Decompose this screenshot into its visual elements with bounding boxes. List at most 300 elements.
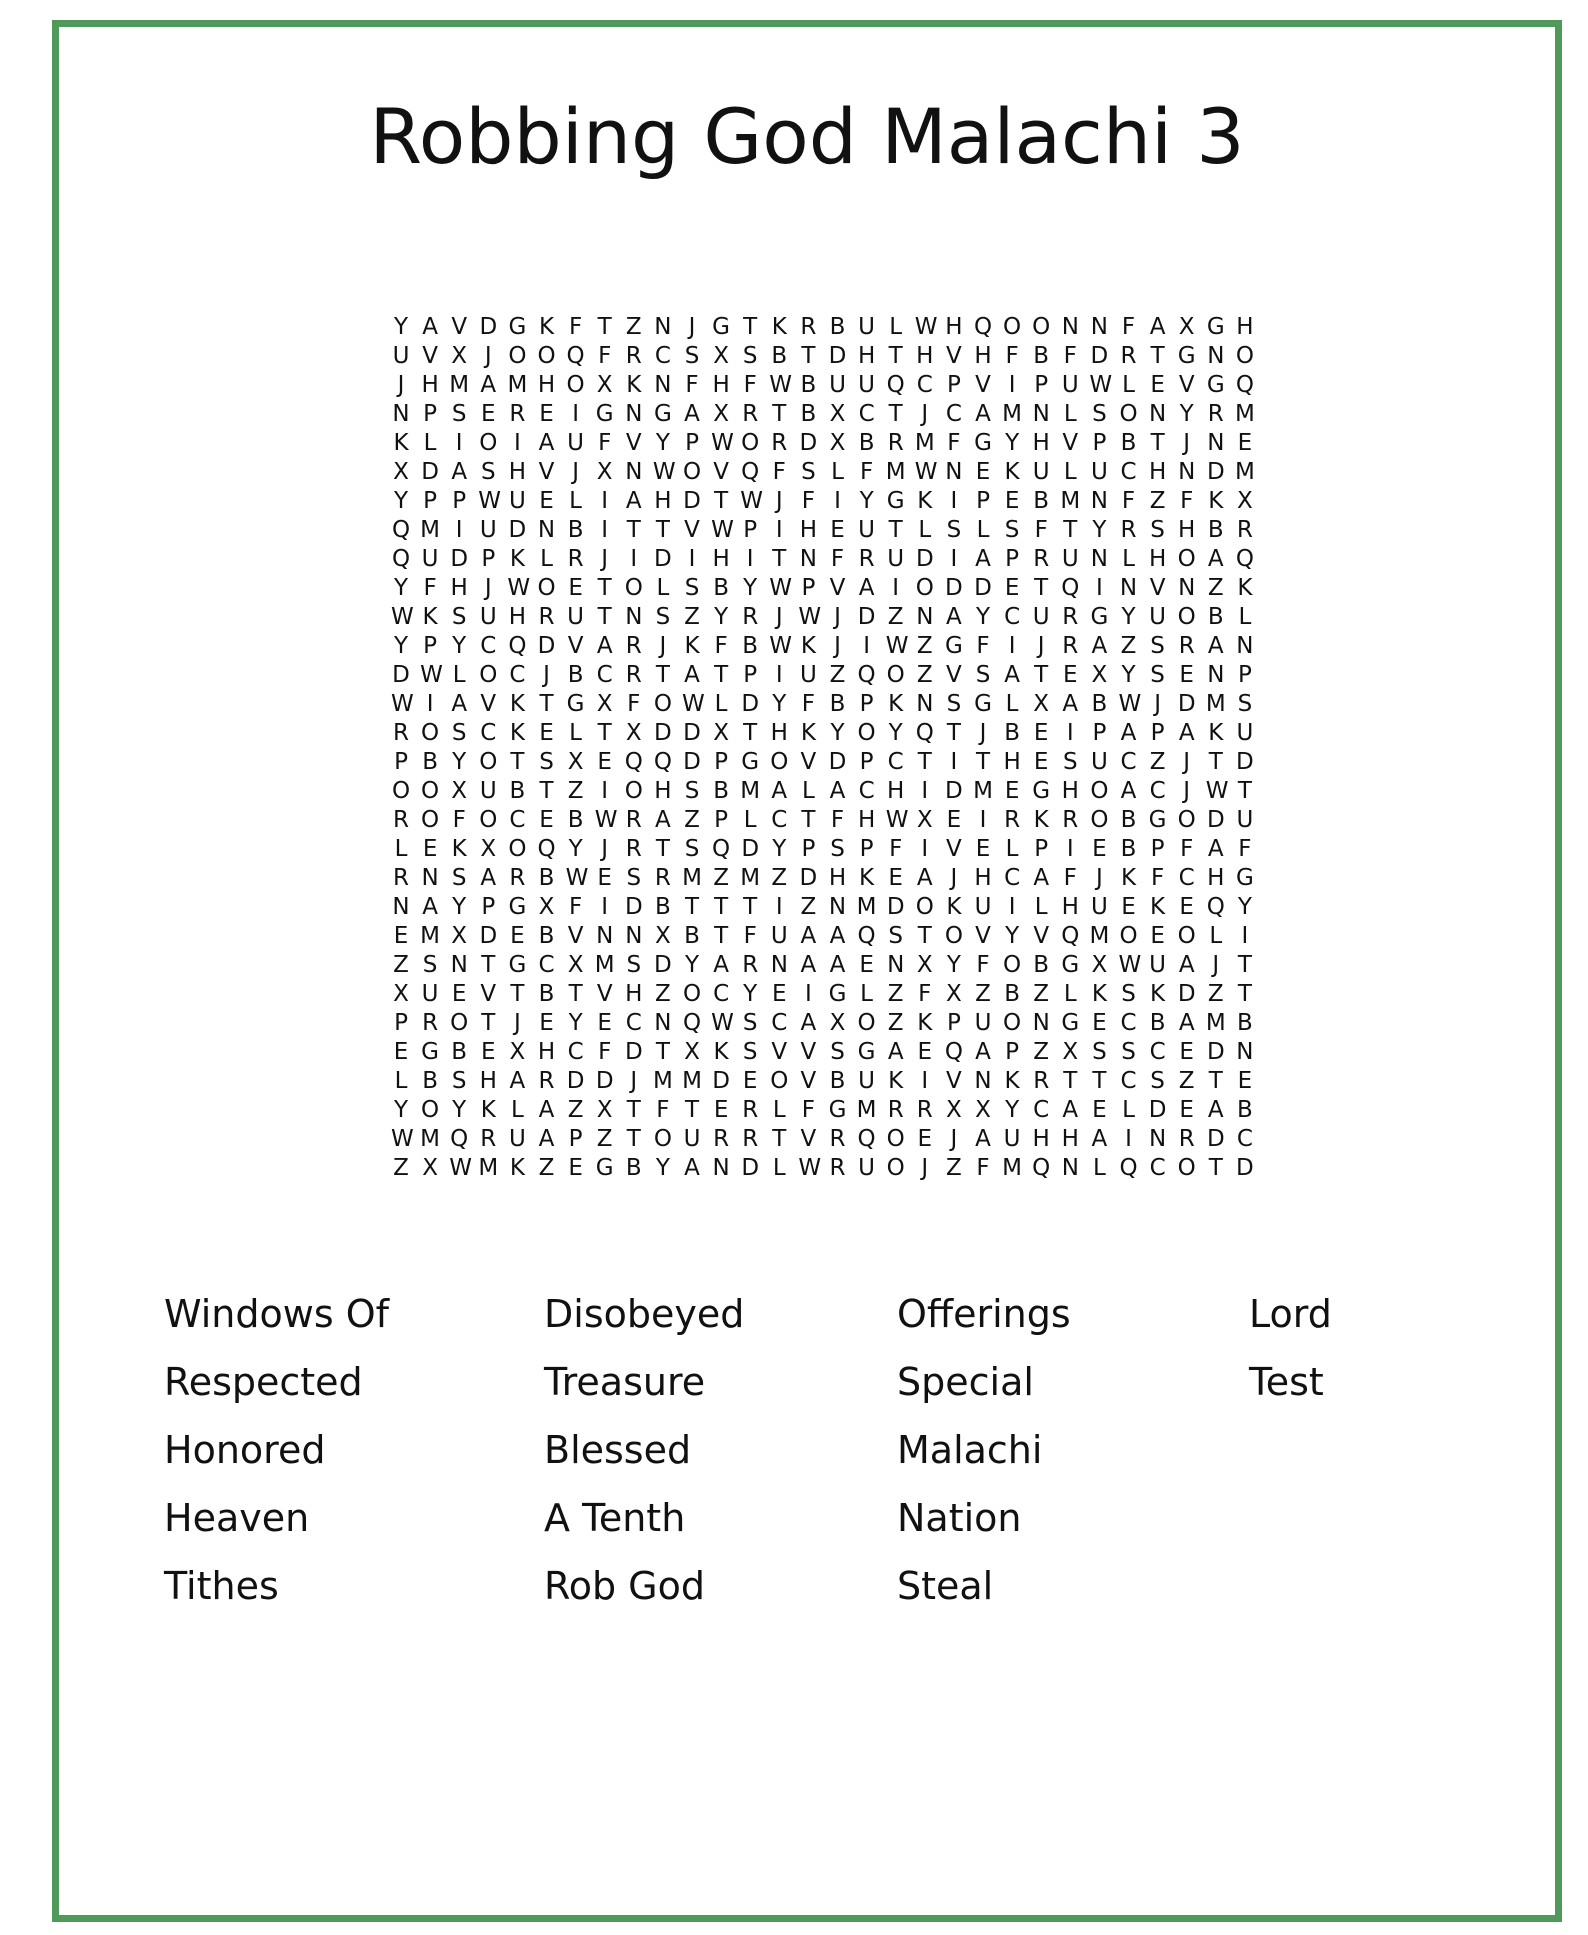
grid-letter[interactable]: V — [975, 923, 991, 949]
grid-letter[interactable]: F — [801, 1097, 815, 1123]
grid-letter[interactable]: G — [857, 1039, 876, 1065]
grid-letter[interactable]: L — [656, 575, 670, 601]
grid-letter[interactable]: Q — [391, 517, 411, 543]
grid-letter[interactable]: N — [1119, 575, 1138, 601]
grid-letter[interactable]: G — [508, 894, 527, 920]
grid-letter[interactable]: T — [888, 343, 903, 369]
grid-letter[interactable]: Y — [393, 314, 409, 340]
grid-letter[interactable]: T — [510, 981, 525, 1007]
grid-letter[interactable]: S — [451, 865, 467, 891]
grid-letter[interactable]: F — [1063, 343, 1077, 369]
grid-letter[interactable]: K — [946, 894, 962, 920]
grid-letter[interactable]: I — [921, 1068, 929, 1094]
grid-letter[interactable]: D — [915, 546, 934, 572]
grid-letter[interactable]: H — [1061, 778, 1079, 804]
grid-letter[interactable]: S — [684, 343, 700, 369]
grid-letter[interactable]: W — [885, 633, 909, 659]
grid-letter[interactable]: O — [886, 1155, 905, 1181]
grid-letter[interactable]: M — [1234, 401, 1255, 427]
grid-letter[interactable]: S — [946, 691, 962, 717]
grid-letter[interactable]: B — [713, 778, 729, 804]
grid-letter[interactable]: O — [857, 1010, 876, 1036]
grid-letter[interactable]: N — [916, 604, 934, 630]
grid-letter[interactable]: W — [769, 633, 793, 659]
grid-letter[interactable]: Q — [1235, 372, 1254, 398]
grid-letter[interactable]: K — [626, 372, 642, 398]
grid-letter[interactable]: J — [1183, 778, 1191, 804]
grid-letter[interactable]: Q — [712, 836, 731, 862]
grid-letter[interactable]: A — [887, 1039, 904, 1065]
grid-letter[interactable]: T — [801, 343, 816, 369]
grid-letter[interactable]: D — [1206, 1126, 1225, 1152]
grid-letter[interactable]: W — [711, 1010, 734, 1036]
grid-letter[interactable]: Y — [1237, 894, 1252, 920]
grid-letter[interactable]: K — [451, 836, 467, 862]
grid-letter[interactable]: Y — [772, 691, 787, 717]
grid-letter[interactable]: W — [565, 865, 589, 891]
grid-letter[interactable]: H — [1207, 865, 1225, 891]
grid-letter[interactable]: F — [743, 923, 757, 949]
grid-letter[interactable]: P — [1005, 1039, 1020, 1065]
grid-letter[interactable]: W — [652, 459, 676, 485]
grid-letter[interactable]: R — [625, 836, 642, 862]
grid-letter[interactable]: J — [1095, 865, 1103, 891]
grid-letter[interactable]: R — [480, 1126, 497, 1152]
grid-letter[interactable]: X — [538, 894, 555, 920]
grid-letter[interactable]: X — [1091, 952, 1108, 978]
grid-letter[interactable]: S — [684, 575, 700, 601]
grid-letter[interactable]: Z — [1149, 488, 1166, 514]
grid-letter[interactable]: R — [625, 633, 642, 659]
grid-letter[interactable]: A — [916, 865, 933, 891]
grid-letter[interactable]: I — [1125, 1126, 1132, 1152]
grid-letter[interactable]: U — [858, 372, 876, 398]
grid-letter[interactable]: N — [945, 459, 963, 485]
grid-letter[interactable]: V — [1033, 923, 1050, 949]
grid-letter[interactable]: I — [455, 430, 463, 456]
grid-letter[interactable]: Z — [1120, 633, 1137, 659]
grid-letter[interactable]: G — [1032, 778, 1051, 804]
grid-letter[interactable]: I — [1095, 575, 1103, 601]
grid-letter[interactable]: E — [1063, 662, 1078, 688]
grid-letter[interactable]: U — [858, 1155, 876, 1181]
grid-letter[interactable]: N — [887, 952, 905, 978]
grid-letter[interactable]: L — [569, 720, 582, 746]
grid-letter[interactable]: A — [422, 314, 438, 340]
grid-letter[interactable]: B — [713, 575, 729, 601]
grid-letter[interactable]: I — [979, 807, 987, 833]
grid-letter[interactable]: S — [626, 952, 642, 978]
grid-letter[interactable]: N — [421, 865, 439, 891]
grid-letter[interactable]: L — [1005, 691, 1019, 717]
grid-letter[interactable]: H — [537, 372, 556, 398]
grid-letter[interactable]: D — [741, 691, 760, 717]
grid-letter[interactable]: N — [392, 894, 410, 920]
grid-letter[interactable]: E — [1237, 1068, 1253, 1094]
grid-letter[interactable]: J — [921, 1155, 929, 1181]
grid-letter[interactable]: B — [538, 923, 555, 949]
grid-letter[interactable]: H — [1148, 546, 1167, 572]
grid-letter[interactable]: A — [713, 952, 729, 978]
grid-letter[interactable]: D — [828, 343, 847, 369]
grid-letter[interactable]: O — [886, 1126, 905, 1152]
grid-letter[interactable]: L — [1063, 459, 1077, 485]
grid-letter[interactable]: C — [771, 1010, 788, 1036]
grid-letter[interactable]: L — [1005, 836, 1019, 862]
grid-letter[interactable]: A — [1178, 1010, 1195, 1036]
grid-letter[interactable]: U — [421, 546, 439, 572]
grid-letter[interactable]: E — [946, 807, 962, 833]
grid-letter[interactable]: H — [1236, 314, 1254, 340]
grid-letter[interactable]: S — [975, 662, 991, 688]
grid-letter[interactable]: K — [917, 488, 933, 514]
grid-letter[interactable]: B — [1120, 836, 1137, 862]
grid-letter[interactable]: Y — [655, 1155, 670, 1181]
grid-letter[interactable]: A — [1120, 778, 1137, 804]
grid-letter[interactable]: S — [1150, 1068, 1165, 1094]
grid-letter[interactable]: U — [683, 1126, 701, 1152]
grid-letter[interactable]: R — [829, 1155, 846, 1181]
grid-letter[interactable]: X — [1178, 314, 1195, 340]
grid-letter[interactable]: L — [801, 778, 815, 804]
grid-letter[interactable]: O — [1177, 604, 1196, 630]
grid-letter[interactable]: H — [916, 343, 934, 369]
grid-letter[interactable]: J — [659, 633, 667, 659]
grid-letter[interactable]: Q — [537, 836, 556, 862]
grid-letter[interactable]: B — [829, 1068, 846, 1094]
grid-letter[interactable]: O — [479, 749, 498, 775]
grid-letter[interactable]: T — [917, 749, 932, 775]
grid-letter[interactable]: N — [1178, 575, 1196, 601]
grid-letter[interactable]: T — [597, 720, 612, 746]
grid-letter[interactable]: X — [829, 1010, 846, 1036]
grid-letter[interactable]: D — [1206, 807, 1225, 833]
grid-letter[interactable]: M — [682, 865, 702, 891]
grid-letter[interactable]: J — [834, 633, 841, 659]
grid-letter[interactable]: V — [975, 372, 991, 398]
grid-letter[interactable]: E — [917, 1039, 933, 1065]
grid-letter[interactable]: F — [423, 575, 437, 601]
grid-letter[interactable]: F — [656, 1097, 670, 1123]
grid-letter[interactable]: W — [711, 517, 734, 543]
grid-letter[interactable]: A — [451, 459, 468, 485]
grid-letter[interactable]: I — [863, 633, 870, 659]
grid-letter[interactable]: W — [391, 1126, 414, 1152]
grid-letter[interactable]: K — [509, 691, 525, 717]
grid-letter[interactable]: K — [917, 1010, 933, 1036]
grid-letter[interactable]: D — [1206, 1039, 1225, 1065]
grid-letter[interactable]: O — [915, 575, 934, 601]
grid-letter[interactable]: J — [601, 546, 609, 572]
grid-letter[interactable]: N — [537, 517, 556, 543]
grid-letter[interactable]: H — [625, 981, 643, 1007]
grid-letter[interactable]: M — [740, 865, 761, 891]
grid-letter[interactable]: A — [1207, 546, 1224, 572]
grid-letter[interactable]: H — [1178, 517, 1196, 543]
grid-letter[interactable]: J — [979, 720, 987, 746]
grid-letter[interactable]: U — [1090, 749, 1108, 775]
grid-letter[interactable]: H — [828, 865, 847, 891]
grid-letter[interactable]: F — [976, 952, 990, 978]
grid-letter[interactable]: P — [859, 749, 874, 775]
grid-letter[interactable]: M — [1205, 1010, 1226, 1036]
grid-letter[interactable]: Y — [1179, 401, 1194, 427]
grid-letter[interactable]: T — [481, 1010, 496, 1036]
grid-letter[interactable]: S — [1150, 633, 1165, 659]
grid-letter[interactable]: D — [683, 749, 701, 775]
grid-letter[interactable]: C — [1033, 1097, 1050, 1123]
grid-letter[interactable]: D — [857, 604, 876, 630]
grid-letter[interactable]: P — [1092, 720, 1107, 746]
grid-letter[interactable]: H — [887, 778, 905, 804]
grid-letter[interactable]: D — [741, 1155, 760, 1181]
grid-letter[interactable]: C — [1149, 1155, 1166, 1181]
grid-letter[interactable]: I — [601, 778, 609, 804]
grid-letter[interactable]: Z — [625, 314, 642, 340]
grid-letter[interactable]: U — [479, 604, 497, 630]
grid-letter[interactable]: B — [422, 1068, 438, 1094]
grid-letter[interactable]: R — [916, 1097, 933, 1123]
grid-letter[interactable]: G — [566, 691, 585, 717]
grid-letter[interactable]: R — [393, 807, 409, 833]
grid-letter[interactable]: L — [569, 488, 582, 514]
grid-letter[interactable]: Z — [946, 1155, 962, 1181]
grid-letter[interactable]: T — [1034, 662, 1049, 688]
grid-letter[interactable]: U — [858, 1068, 876, 1094]
grid-letter[interactable]: C — [1120, 749, 1137, 775]
grid-letter[interactable]: N — [1032, 401, 1050, 427]
grid-letter[interactable]: O — [915, 894, 934, 920]
grid-letter[interactable]: U — [479, 778, 497, 804]
grid-letter[interactable]: I — [950, 546, 958, 572]
grid-letter[interactable]: X — [422, 1155, 438, 1181]
grid-letter[interactable]: O — [566, 372, 585, 398]
grid-letter[interactable]: T — [655, 836, 670, 862]
grid-letter[interactable]: W — [740, 488, 763, 514]
grid-letter[interactable]: J — [601, 836, 609, 862]
grid-letter[interactable]: I — [1008, 633, 1016, 659]
grid-letter[interactable]: Y — [859, 488, 874, 514]
grid-letter[interactable]: W — [885, 807, 909, 833]
grid-letter[interactable]: W — [420, 662, 443, 688]
grid-letter[interactable]: A — [1120, 720, 1137, 746]
grid-letter[interactable]: S — [451, 604, 467, 630]
grid-letter[interactable]: E — [481, 1039, 496, 1065]
grid-letter[interactable]: T — [714, 894, 729, 920]
grid-letter[interactable]: P — [394, 749, 408, 775]
grid-letter[interactable]: R — [625, 343, 642, 369]
grid-letter[interactable]: L — [743, 807, 757, 833]
grid-letter[interactable]: R — [742, 401, 759, 427]
grid-letter[interactable]: X — [567, 749, 584, 775]
grid-letter[interactable]: G — [508, 952, 527, 978]
grid-letter[interactable]: N — [654, 1010, 672, 1036]
grid-letter[interactable]: F — [889, 836, 903, 862]
grid-letter[interactable]: S — [451, 1068, 467, 1094]
grid-letter[interactable]: J — [397, 372, 405, 398]
grid-letter[interactable]: G — [508, 314, 527, 340]
grid-letter[interactable]: Z — [655, 981, 671, 1007]
grid-letter[interactable]: B — [451, 1039, 468, 1065]
grid-letter[interactable]: R — [887, 430, 904, 456]
grid-letter[interactable]: V — [625, 430, 642, 456]
grid-letter[interactable]: A — [480, 372, 497, 398]
grid-letter[interactable]: T — [510, 749, 525, 775]
grid-letter[interactable]: D — [421, 459, 439, 485]
grid-letter[interactable]: V — [800, 1068, 817, 1094]
grid-letter[interactable]: J — [1183, 749, 1191, 775]
grid-letter[interactable]: K — [1208, 488, 1224, 514]
grid-letter[interactable]: V — [800, 1126, 817, 1152]
grid-letter[interactable]: R — [742, 1126, 759, 1152]
grid-letter[interactable]: Q — [508, 633, 527, 659]
grid-letter[interactable]: P — [859, 691, 874, 717]
grid-letter[interactable]: N — [828, 894, 847, 920]
grid-letter[interactable]: O — [944, 923, 963, 949]
grid-letter[interactable]: I — [1066, 720, 1074, 746]
grid-letter[interactable]: G — [974, 691, 992, 717]
grid-letter[interactable]: D — [1177, 691, 1196, 717]
grid-letter[interactable]: F — [801, 488, 815, 514]
grid-letter[interactable]: O — [537, 575, 556, 601]
grid-letter[interactable]: M — [914, 430, 935, 456]
grid-letter[interactable]: G — [421, 1039, 439, 1065]
grid-letter[interactable]: M — [1002, 1155, 1023, 1181]
grid-letter[interactable]: C — [1120, 1010, 1137, 1036]
grid-letter[interactable]: D — [741, 836, 760, 862]
grid-letter[interactable]: K — [1208, 720, 1224, 746]
grid-letter[interactable]: B — [1033, 343, 1050, 369]
grid-letter[interactable]: T — [772, 1126, 787, 1152]
grid-letter[interactable]: C — [509, 807, 526, 833]
grid-letter[interactable]: O — [421, 720, 440, 746]
grid-letter[interactable]: R — [1004, 807, 1021, 833]
grid-letter[interactable]: Y — [393, 633, 409, 659]
grid-letter[interactable]: W — [914, 314, 938, 340]
grid-letter[interactable]: J — [950, 865, 958, 891]
grid-letter[interactable]: Y — [568, 1010, 583, 1036]
grid-letter[interactable]: T — [772, 546, 787, 572]
grid-letter[interactable]: D — [683, 720, 701, 746]
grid-letter[interactable]: J — [484, 575, 492, 601]
grid-letter[interactable]: F — [568, 894, 583, 920]
grid-letter[interactable]: T — [597, 604, 612, 630]
grid-letter[interactable]: T — [1150, 343, 1165, 369]
grid-letter[interactable]: H — [974, 343, 992, 369]
grid-letter[interactable]: T — [655, 1039, 670, 1065]
grid-letter[interactable]: Z — [887, 604, 904, 630]
grid-letter[interactable]: J — [775, 488, 783, 514]
grid-letter[interactable]: E — [1004, 575, 1020, 601]
grid-letter[interactable]: D — [1090, 343, 1109, 369]
grid-letter[interactable]: K — [480, 1097, 496, 1123]
grid-letter[interactable]: D — [654, 952, 672, 978]
grid-letter[interactable]: X — [596, 372, 613, 398]
grid-letter[interactable]: I — [834, 488, 841, 514]
grid-letter[interactable]: E — [1179, 1039, 1194, 1065]
grid-letter[interactable]: R — [422, 1010, 439, 1036]
grid-letter[interactable]: F — [1005, 343, 1019, 369]
grid-letter[interactable]: L — [423, 430, 437, 456]
grid-letter[interactable]: Y — [743, 981, 758, 1007]
grid-letter[interactable]: U — [1061, 546, 1079, 572]
grid-letter[interactable]: Z — [393, 952, 409, 978]
grid-letter[interactable]: B — [567, 517, 584, 543]
grid-letter[interactable]: W — [914, 459, 938, 485]
grid-letter[interactable]: X — [713, 401, 729, 427]
grid-letter[interactable]: B — [509, 778, 526, 804]
grid-letter[interactable]: S — [684, 778, 700, 804]
grid-letter[interactable]: X — [829, 430, 846, 456]
grid-letter[interactable]: D — [974, 575, 992, 601]
grid-letter[interactable]: P — [394, 1010, 408, 1036]
grid-letter[interactable]: R — [1178, 633, 1195, 659]
grid-letter[interactable]: A — [829, 923, 846, 949]
grid-letter[interactable]: Z — [684, 604, 700, 630]
grid-letter[interactable]: C — [596, 662, 613, 688]
grid-letter[interactable]: P — [1034, 372, 1049, 398]
grid-letter[interactable]: Q — [1061, 575, 1080, 601]
grid-letter[interactable]: L — [860, 981, 873, 1007]
grid-letter[interactable]: P — [1237, 662, 1252, 688]
grid-letter[interactable]: D — [479, 923, 498, 949]
grid-letter[interactable]: Q — [682, 1010, 702, 1036]
grid-letter[interactable]: E — [539, 488, 554, 514]
grid-letter[interactable]: I — [746, 546, 754, 572]
grid-letter[interactable]: E — [1179, 662, 1194, 688]
grid-letter[interactable]: S — [1092, 401, 1107, 427]
grid-letter[interactable]: R — [1120, 343, 1137, 369]
grid-letter[interactable]: T — [481, 952, 496, 978]
grid-letter[interactable]: U — [1090, 459, 1108, 485]
grid-letter[interactable]: O — [653, 691, 672, 717]
grid-letter[interactable]: D — [799, 430, 818, 456]
grid-letter[interactable]: V — [771, 1039, 788, 1065]
grid-letter[interactable]: L — [1238, 604, 1252, 630]
grid-letter[interactable]: Z — [916, 633, 933, 659]
grid-letter[interactable]: R — [887, 1097, 904, 1123]
grid-letter[interactable]: R — [625, 662, 642, 688]
grid-letter[interactable]: U — [479, 517, 497, 543]
grid-letter[interactable]: R — [1033, 1068, 1050, 1094]
grid-letter[interactable]: F — [801, 691, 815, 717]
grid-letter[interactable]: O — [624, 575, 643, 601]
grid-letter[interactable]: J — [1037, 633, 1045, 659]
grid-letter[interactable]: P — [801, 836, 816, 862]
grid-letter[interactable]: C — [567, 1039, 584, 1065]
grid-letter[interactable]: B — [800, 372, 817, 398]
grid-letter[interactable]: P — [714, 807, 729, 833]
grid-letter[interactable]: E — [888, 865, 903, 891]
grid-letter[interactable]: J — [543, 662, 550, 688]
grid-letter[interactable]: K — [1033, 807, 1049, 833]
grid-letter[interactable]: X — [509, 1039, 526, 1065]
grid-letter[interactable]: Y — [684, 952, 700, 978]
grid-letter[interactable]: J — [513, 1010, 521, 1036]
grid-letter[interactable]: B — [771, 343, 788, 369]
grid-letter[interactable]: J — [921, 401, 929, 427]
grid-letter[interactable]: U — [799, 662, 817, 688]
grid-letter[interactable]: R — [858, 546, 875, 572]
grid-letter[interactable]: F — [568, 314, 583, 340]
grid-letter[interactable]: R — [538, 1068, 555, 1094]
grid-letter[interactable]: O — [421, 778, 440, 804]
grid-letter[interactable]: B — [858, 430, 875, 456]
grid-letter[interactable]: I — [688, 546, 696, 572]
grid-letter[interactable]: L — [1092, 1155, 1106, 1181]
grid-letter[interactable]: S — [626, 865, 642, 891]
grid-letter[interactable]: C — [480, 720, 497, 746]
